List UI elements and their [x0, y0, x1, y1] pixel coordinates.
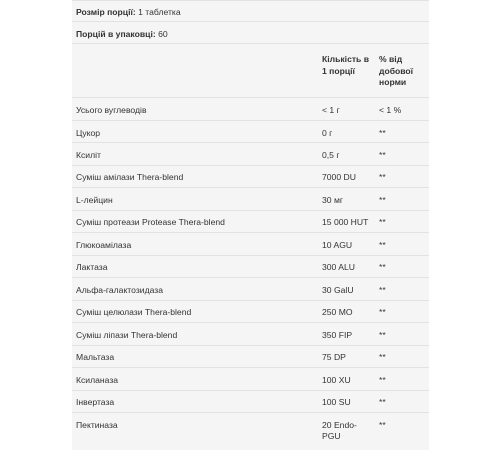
ingredient-amount: 0,5 г — [322, 150, 340, 160]
table-row — [72, 211, 429, 233]
ingredient-dv: ** — [379, 285, 386, 295]
table-row — [72, 278, 429, 301]
ingredient-name: Суміш протеази Protease Thera-blend — [76, 217, 225, 227]
table-row — [72, 391, 429, 413]
serving-size — [76, 7, 181, 18]
serving-size-label: Розмір порції: — [76, 7, 136, 17]
table-row — [72, 256, 429, 278]
ingredient-name: Суміш амілази Thera-blend — [76, 172, 184, 182]
ingredient-dv: ** — [379, 240, 386, 250]
ingredient-amount: 30 GalU — [322, 285, 354, 295]
table-row — [72, 346, 429, 368]
ingredient-name: Мальтаза — [76, 352, 115, 362]
daily-value-header — [379, 54, 413, 89]
ingredient-name: Ксиліт — [76, 150, 101, 160]
ingredient-dv: ** — [379, 195, 386, 205]
ingredient-dv: ** — [379, 397, 386, 407]
dv-header-line: норми — [379, 77, 407, 87]
dv-header-line: % від — [379, 54, 403, 64]
ingredient-name: Суміш целюлази Thera-blend — [76, 307, 192, 317]
ingredient-amount: 250 MO — [322, 307, 353, 317]
ingredient-amount: 15 000 HUT — [322, 217, 369, 227]
servings-per-container-row — [72, 22, 429, 44]
serving-size-value: 1 таблетка — [138, 7, 181, 17]
ingredient-amount: 7000 DU — [322, 172, 356, 182]
ingredient-dv: ** — [379, 217, 386, 227]
ingredient-dv: ** — [379, 262, 386, 272]
ingredient-dv: ** — [379, 330, 386, 340]
table-header-row — [72, 44, 429, 98]
table-row — [72, 143, 429, 166]
ingredient-name: Глюкоамілаза — [76, 240, 132, 250]
ingredient-name: Суміш ліпази Thera-blend — [76, 330, 178, 340]
amount-header-line: Кількість в — [322, 54, 370, 64]
ingredient-dv: ** — [379, 352, 386, 362]
supplement-facts-panel — [72, 0, 429, 450]
servings-per-container — [76, 29, 168, 40]
table-row — [72, 233, 429, 256]
ingredient-name: L-лейцин — [76, 195, 113, 205]
table-row — [72, 323, 429, 346]
ingredient-name: Ксиланаза — [76, 375, 119, 385]
amount-line: PGU — [322, 431, 341, 441]
table-row — [72, 98, 429, 121]
ingredient-amount: 30 мг — [322, 195, 343, 205]
table-row — [72, 413, 429, 450]
amount-per-serving-header — [322, 54, 369, 77]
ingredient-name: Усього вуглеводів — [76, 105, 147, 115]
dv-header-line: добової — [379, 65, 414, 76]
ingredient-dv: < 1 % — [379, 105, 402, 115]
ingredient-amount: 300 ALU — [322, 262, 355, 272]
ingredient-amount: 100 XU — [322, 375, 351, 385]
serving-size-row — [72, 0, 429, 22]
ingredient-amount — [322, 420, 357, 442]
ingredient-dv: ** — [379, 420, 386, 430]
table-row — [72, 166, 429, 188]
ingredient-dv: ** — [379, 128, 386, 138]
ingredient-dv: ** — [379, 150, 386, 160]
table-row — [72, 368, 429, 391]
ingredient-amount: 350 FIP — [322, 330, 353, 340]
ingredient-name: Альфа-галактозидаза — [76, 285, 163, 295]
table-row — [72, 121, 429, 143]
ingredient-dv: ** — [379, 307, 386, 317]
ingredient-amount: 75 DP — [322, 352, 346, 362]
ingredient-name: Цукор — [76, 128, 101, 138]
ingredient-amount: 100 SU — [322, 397, 351, 407]
amount-line: 20 Endo- — [322, 420, 357, 430]
ingredient-dv: ** — [379, 172, 386, 182]
table-row — [72, 301, 429, 323]
ingredient-name: Інвертаза — [76, 397, 115, 407]
ingredient-amount: 10 AGU — [322, 240, 353, 250]
servings-per-container-value: 60 — [158, 29, 168, 39]
ingredient-amount: < 1 г — [322, 105, 340, 115]
amount-header-line: 1 порції — [322, 65, 355, 76]
table-row — [72, 188, 429, 211]
ingredient-dv: ** — [379, 375, 386, 385]
ingredient-name: Пектиназа — [76, 420, 118, 430]
ingredient-amount: 0 г — [322, 128, 333, 138]
servings-per-container-label: Порцій в упаковці: — [76, 29, 156, 39]
ingredient-name: Лактаза — [76, 262, 108, 272]
